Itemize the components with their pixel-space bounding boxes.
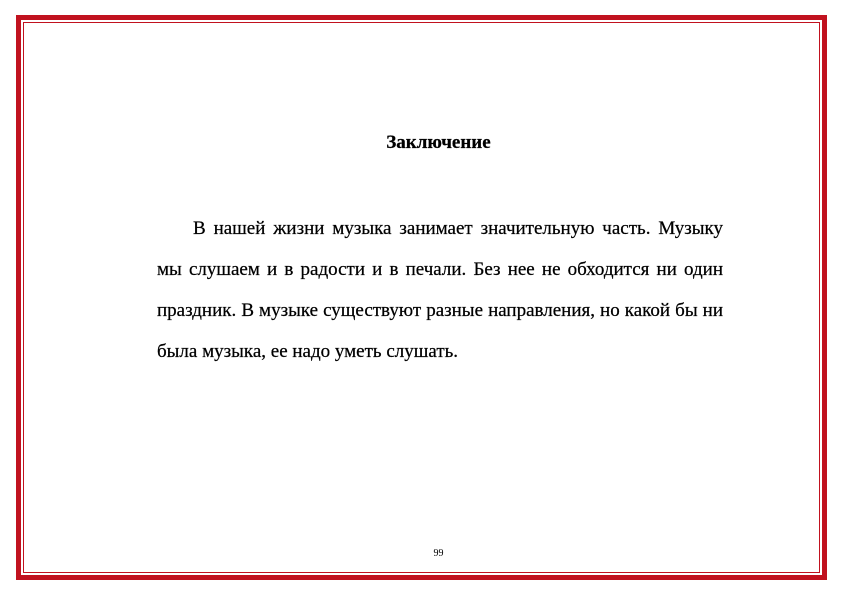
conclusion-paragraph: В нашей жизни музыка занимает значительную часть. Музыку мы слушаем и в радости и в печали. Без нее не обходится ни один праздник. В музыке существуют разные направления, но какой бы ни была музыка, ее надо уметь слушать. xyxy=(157,218,723,362)
page-title: Заключение xyxy=(386,132,491,153)
page-number: 99 xyxy=(433,548,444,559)
